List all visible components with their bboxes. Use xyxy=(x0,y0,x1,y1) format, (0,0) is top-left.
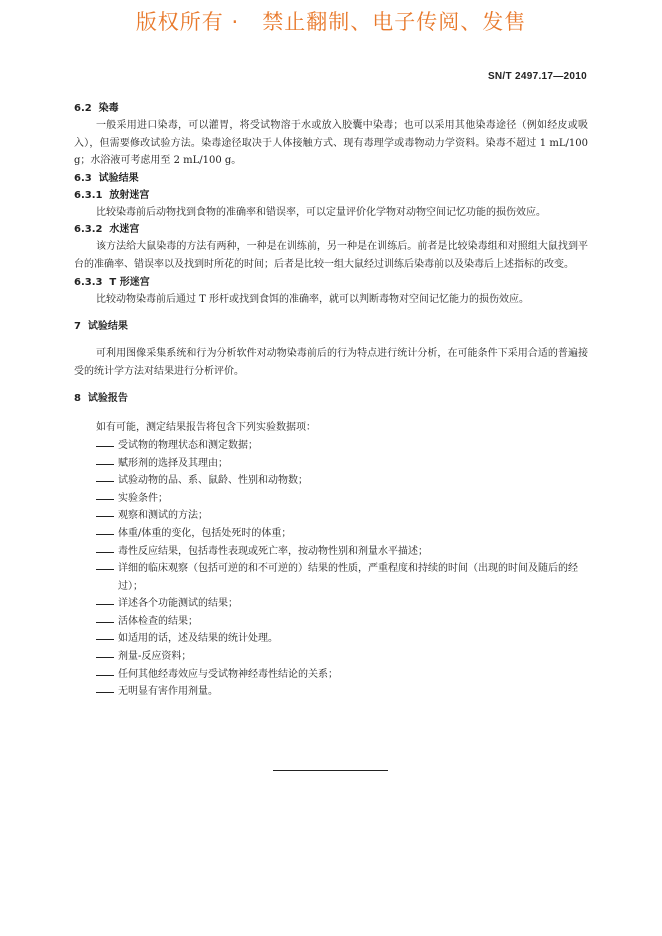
heading-6-2: 6.2 染毒 xyxy=(74,103,119,114)
list-item: 任何其他经毒效应与受试物神经毒性结论的关系； xyxy=(96,666,588,684)
heading-8: 8 试验报告 xyxy=(74,393,128,405)
paragraph-6-3-1: 比较染毒前后动物找到食物的准确率和错误率，可以定量评价化学物对动物空间记忆功能的损伤效应。 xyxy=(96,206,546,218)
document-number: SN/T 2497.17—2010 xyxy=(487,71,587,82)
paragraph-6-2: 一般采用进口染毒，可以灌胃，将受试物溶于水或放入胶囊中染毒；也可以采用其他染毒途径（例如经皮或吸入），但需要修改试验方法。染毒途径取决于人体接触方式、现有毒理学或毒物动力学资料。染毒不超过 1 mL/100 g；水浴液可考虑用至 2 mL/100 g。 xyxy=(74,120,588,167)
report-items-list xyxy=(74,437,588,701)
list-item: 实验条件； xyxy=(96,490,588,508)
list-item: 受试物的物理状态和测定数据； xyxy=(96,437,588,455)
heading-6-3-1: 6.3.1 放射迷宫 xyxy=(74,189,150,201)
list-item: 详细的临床观察（包括可逆的和不可逆的）结果的性质，严重程度和持续的时间（出现的时间及随后的经过）； xyxy=(96,560,588,595)
list-item: 试验动物的品、系、鼠龄、性别和动物数； xyxy=(96,472,588,490)
list-item: 剂量-反应资料； xyxy=(96,648,588,666)
copyright-watermark: 版权所有 · 禁止翻制、电子传阅、发售 xyxy=(135,10,527,34)
paragraph-6-3-2: 该方法给大鼠染毒的方法有两种，一种是在训练前，另一种是在训练后。前者是比较染毒组和对照组大鼠找到平台的准确率、错误率以及找到时所花的时间；后者是比较一组大鼠经过训练后染毒前以及染毒后上述指标的改变。 xyxy=(74,241,588,270)
heading-6-3-3: 6.3.3 T 形迷宫 xyxy=(74,276,150,288)
list-item: 如适用的话，述及结果的统计处理。 xyxy=(96,630,588,648)
list-item: 无明显有害作用剂量。 xyxy=(96,683,588,701)
document-body xyxy=(74,100,588,701)
heading-6-3: 6.3 试验结果 xyxy=(74,172,139,184)
paragraph-8-intro: 如有可能，测定结果报告将包含下列实验数据项： xyxy=(96,422,316,434)
heading-6-3-2: 6.3.2 水迷宫 xyxy=(74,224,140,236)
paragraph-7: 可利用图像采集系统和行为分析软件对动物染毒前后的行为特点进行统计分析，在可能条件下采用合适的普遍接受的统计学方法对结果进行分析评价。 xyxy=(74,348,588,377)
list-item: 赋形剂的选择及其理由； xyxy=(96,455,588,473)
list-item: 详述各个功能测试的结果； xyxy=(96,595,588,613)
list-item: 毒性反应结果，包括毒性表现或死亡率，按动物性别和剂量水平描述； xyxy=(96,543,588,561)
list-item: 观察和测试的方法； xyxy=(96,507,588,525)
paragraph-6-3-3: 比较动物染毒前后通过 T 形杆或找到食饵的准确率，就可以判断毒物对空间记忆能力的损伤效应。 xyxy=(96,293,530,305)
heading-7: 7 试验结果 xyxy=(74,321,128,333)
list-item: 活体检查的结果； xyxy=(96,613,588,631)
list-item: 体重/体重的变化，包括处死时的体重； xyxy=(96,525,588,543)
end-rule xyxy=(273,770,388,771)
